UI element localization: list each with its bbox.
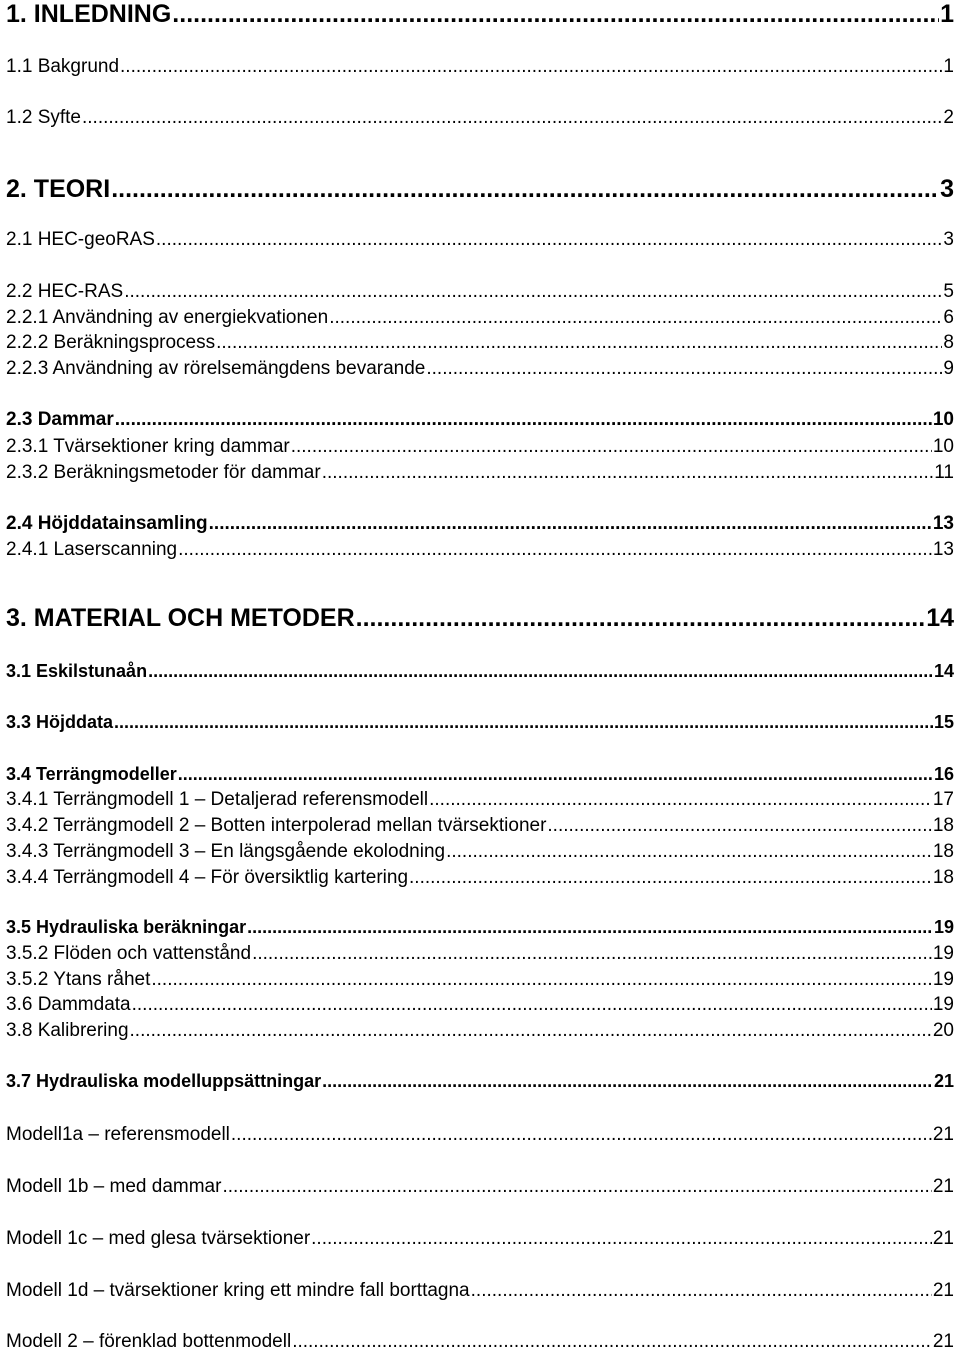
dot-leader — [231, 1124, 932, 1146]
toc-entry[interactable] — [6, 969, 954, 991]
toc-entry[interactable] — [6, 539, 954, 561]
toc-entry[interactable] — [6, 307, 954, 329]
toc-row[interactable] — [0, 0, 960, 30]
toc-row[interactable] — [0, 358, 960, 388]
toc-entry-label: 3.5.2 Flöden och vattenstånd — [6, 943, 252, 964]
dot-leader — [132, 994, 932, 1016]
toc-page-number: 17 — [932, 789, 954, 810]
toc-entry[interactable] — [6, 462, 954, 484]
toc-page-number: 5 — [943, 281, 954, 302]
toc-entry[interactable] — [6, 604, 954, 633]
toc-entry-label: 3.4.4 Terrängmodell 4 – För översiktlig kartering — [6, 867, 409, 888]
dot-leader — [291, 436, 932, 458]
toc-page-number: 1 — [940, 0, 954, 28]
toc-entry[interactable] — [6, 513, 954, 535]
toc-entry[interactable] — [6, 1176, 954, 1198]
toc-page-number: 10 — [932, 436, 954, 457]
toc-entry-label: 3.4.2 Terrängmodell 2 – Botten interpolerad mellan tvärsektioner — [6, 815, 547, 836]
toc-page-number: 13 — [932, 539, 954, 560]
toc-page-number: 15 — [933, 712, 954, 732]
toc-entry-label: 1.2 Syfte — [6, 107, 81, 128]
toc-page-number: 14 — [926, 604, 954, 632]
toc-entry[interactable] — [6, 281, 954, 303]
dot-leader — [156, 229, 943, 251]
toc-entry[interactable] — [6, 661, 954, 682]
toc-entry[interactable] — [6, 229, 954, 251]
dot-leader — [130, 1020, 932, 1042]
toc-page-number: 3 — [940, 175, 954, 203]
dot-leader — [252, 943, 932, 965]
toc-entry[interactable] — [6, 358, 954, 380]
dot-leader — [178, 539, 932, 561]
toc-row[interactable] — [0, 462, 960, 492]
toc-page-number: 13 — [932, 513, 954, 534]
toc-entry[interactable] — [6, 789, 954, 811]
dot-leader — [222, 1176, 931, 1198]
toc-entry-label: 3.4.1 Terrängmodell 1 – Detaljerad referensmodell — [6, 789, 429, 810]
toc-entry[interactable] — [6, 917, 954, 938]
dot-leader — [124, 281, 942, 303]
toc-page-number: 20 — [932, 1020, 954, 1041]
toc-entry[interactable] — [6, 815, 954, 837]
toc-entry-label: 2.2.2 Beräkningsprocess — [6, 332, 216, 353]
toc-page-number: 8 — [943, 332, 954, 353]
toc-entry-label: Modell 1c – med glesa tvärsektioner — [6, 1228, 311, 1249]
toc-entry[interactable] — [6, 867, 954, 889]
toc-entry-label: 2.2.1 Användning av energiekvationen — [6, 307, 329, 328]
toc-row[interactable] — [0, 1280, 960, 1310]
toc-page-number: 19 — [932, 994, 954, 1015]
toc-page-number: 10 — [932, 409, 954, 430]
toc-page-number: 14 — [933, 661, 954, 681]
toc-entry-label: 3.1 Eskilstunaån — [6, 661, 148, 681]
toc-row[interactable] — [0, 712, 960, 742]
dot-leader — [111, 175, 939, 204]
toc-row[interactable] — [0, 56, 960, 86]
dot-leader — [471, 1280, 932, 1302]
dot-leader — [148, 661, 933, 682]
dot-leader — [446, 841, 932, 863]
toc-entry-label: 3.3 Höjddata — [6, 712, 114, 732]
toc-entry[interactable] — [6, 1020, 954, 1042]
toc-entry[interactable] — [6, 332, 954, 354]
toc-entry[interactable] — [6, 841, 954, 863]
dot-leader — [151, 969, 931, 991]
dot-leader — [426, 358, 942, 380]
toc-page-number: 21 — [932, 1228, 954, 1249]
toc-row[interactable] — [0, 661, 960, 691]
toc-entry-label: 2. TEORI — [6, 175, 111, 203]
toc-row[interactable] — [0, 175, 960, 205]
toc-entry-label: 2.3 Dammar — [6, 409, 114, 430]
toc-entry-label: Modell 2 – förenklad bottenmodell — [6, 1331, 292, 1352]
toc-entry[interactable] — [6, 1124, 954, 1146]
toc-row[interactable] — [0, 539, 960, 569]
toc-entry-label: Modell1a – referensmodell — [6, 1124, 230, 1145]
toc-page-number: 11 — [934, 462, 954, 483]
toc-entry[interactable] — [6, 712, 954, 733]
dot-leader — [329, 307, 942, 329]
dot-leader — [209, 513, 932, 535]
toc-entry-label: Modell 1b – med dammar — [6, 1176, 222, 1197]
toc-page-number: 18 — [932, 867, 954, 888]
toc-entry-label: 1.1 Bakgrund — [6, 56, 120, 77]
dot-leader — [120, 56, 942, 78]
toc-entry-label: 3.6 Dammdata — [6, 994, 131, 1015]
toc-row[interactable] — [0, 1331, 960, 1361]
toc-entry[interactable] — [6, 994, 954, 1016]
toc-entry-label: 3.5.2 Ytans råhet — [6, 969, 151, 990]
toc-page-number: 3 — [943, 229, 954, 250]
dot-leader — [178, 764, 933, 785]
toc-row[interactable] — [0, 107, 960, 137]
toc-entry[interactable] — [6, 1280, 954, 1302]
dot-leader — [322, 462, 934, 484]
toc-entry-label: 3.5 Hydrauliska beräkningar — [6, 917, 247, 937]
toc-page-number: 16 — [933, 764, 954, 784]
toc-page-number: 21 — [933, 1071, 954, 1091]
toc-entry[interactable] — [6, 107, 954, 129]
toc-entry-label: 3.7 Hydrauliska modelluppsättningar — [6, 1071, 322, 1091]
toc-entry[interactable] — [6, 0, 954, 29]
toc-page-number: 21 — [932, 1280, 954, 1301]
toc-entry-label: 2.4.1 Laserscanning — [6, 539, 178, 560]
toc-entry-label: 3.4 Terrängmodeller — [6, 764, 177, 784]
toc-entry-label: 3.4.3 Terrängmodell 3 – En längsgående ekolodning — [6, 841, 446, 862]
dot-leader — [547, 815, 931, 837]
dot-leader — [292, 1331, 932, 1353]
toc-row[interactable] — [0, 229, 960, 259]
dot-leader — [409, 867, 932, 889]
toc-row[interactable] — [0, 1124, 960, 1154]
toc-entry-label: Modell 1d – tvärsektioner kring ett mindre fall borttagna — [6, 1280, 470, 1301]
toc-row[interactable] — [0, 1176, 960, 1206]
toc-entry[interactable] — [6, 175, 954, 204]
dot-leader — [247, 917, 933, 938]
toc-entry-label: 3.8 Kalibrering — [6, 1020, 129, 1041]
toc-page-number: 19 — [932, 943, 954, 964]
toc-page-number: 6 — [943, 307, 954, 328]
toc-entry-label: 2.2 HEC-RAS — [6, 281, 124, 302]
dot-leader — [429, 789, 932, 811]
dot-leader — [172, 0, 939, 29]
toc-entry[interactable] — [6, 1228, 954, 1250]
toc-entry-label: 2.3.1 Tvärsektioner kring dammar — [6, 436, 290, 457]
toc-page-number: 9 — [943, 358, 954, 379]
toc-entry-label: 3. MATERIAL OCH METODER — [6, 604, 355, 632]
dot-leader — [114, 712, 933, 733]
toc-page-number: 19 — [932, 969, 954, 990]
toc-entry[interactable] — [6, 436, 954, 458]
toc-entry[interactable] — [6, 1071, 954, 1092]
toc-entry-label: 2.1 HEC-geoRAS — [6, 229, 155, 250]
toc-entry[interactable] — [6, 943, 954, 965]
toc-entry[interactable] — [6, 764, 954, 785]
dot-leader — [115, 409, 932, 431]
dot-leader — [356, 604, 926, 633]
toc-entry-label: 2.4 Höjddatainsamling — [6, 513, 208, 534]
toc-entry-label: 2.2.3 Användning av rörelsemängdens bevarande — [6, 358, 426, 379]
toc-page-number: 21 — [932, 1176, 954, 1197]
toc-page-number: 2 — [943, 107, 954, 128]
toc-entry[interactable] — [6, 409, 954, 431]
toc-page-number: 18 — [932, 815, 954, 836]
dot-leader — [82, 107, 942, 129]
toc-row[interactable] — [0, 867, 960, 897]
toc-page-number: 1 — [943, 56, 954, 77]
toc-row[interactable] — [0, 1020, 960, 1050]
toc-page-number: 18 — [932, 841, 954, 862]
toc-row[interactable] — [0, 409, 960, 439]
toc-entry-label: 1. INLEDNING — [6, 0, 172, 28]
toc-page-number: 19 — [933, 917, 954, 937]
toc-entry[interactable] — [6, 1331, 954, 1353]
toc-page-number: 21 — [932, 1124, 954, 1145]
dot-leader — [216, 332, 942, 354]
dot-leader — [322, 1071, 933, 1092]
toc-entry[interactable] — [6, 56, 954, 78]
toc-row[interactable] — [0, 1071, 960, 1101]
toc-row[interactable] — [0, 1228, 960, 1258]
toc-page-number: 21 — [932, 1331, 954, 1352]
dot-leader — [311, 1228, 932, 1250]
toc-row[interactable] — [0, 604, 960, 634]
toc-entry-label: 2.3.2 Beräkningsmetoder för dammar — [6, 462, 321, 483]
